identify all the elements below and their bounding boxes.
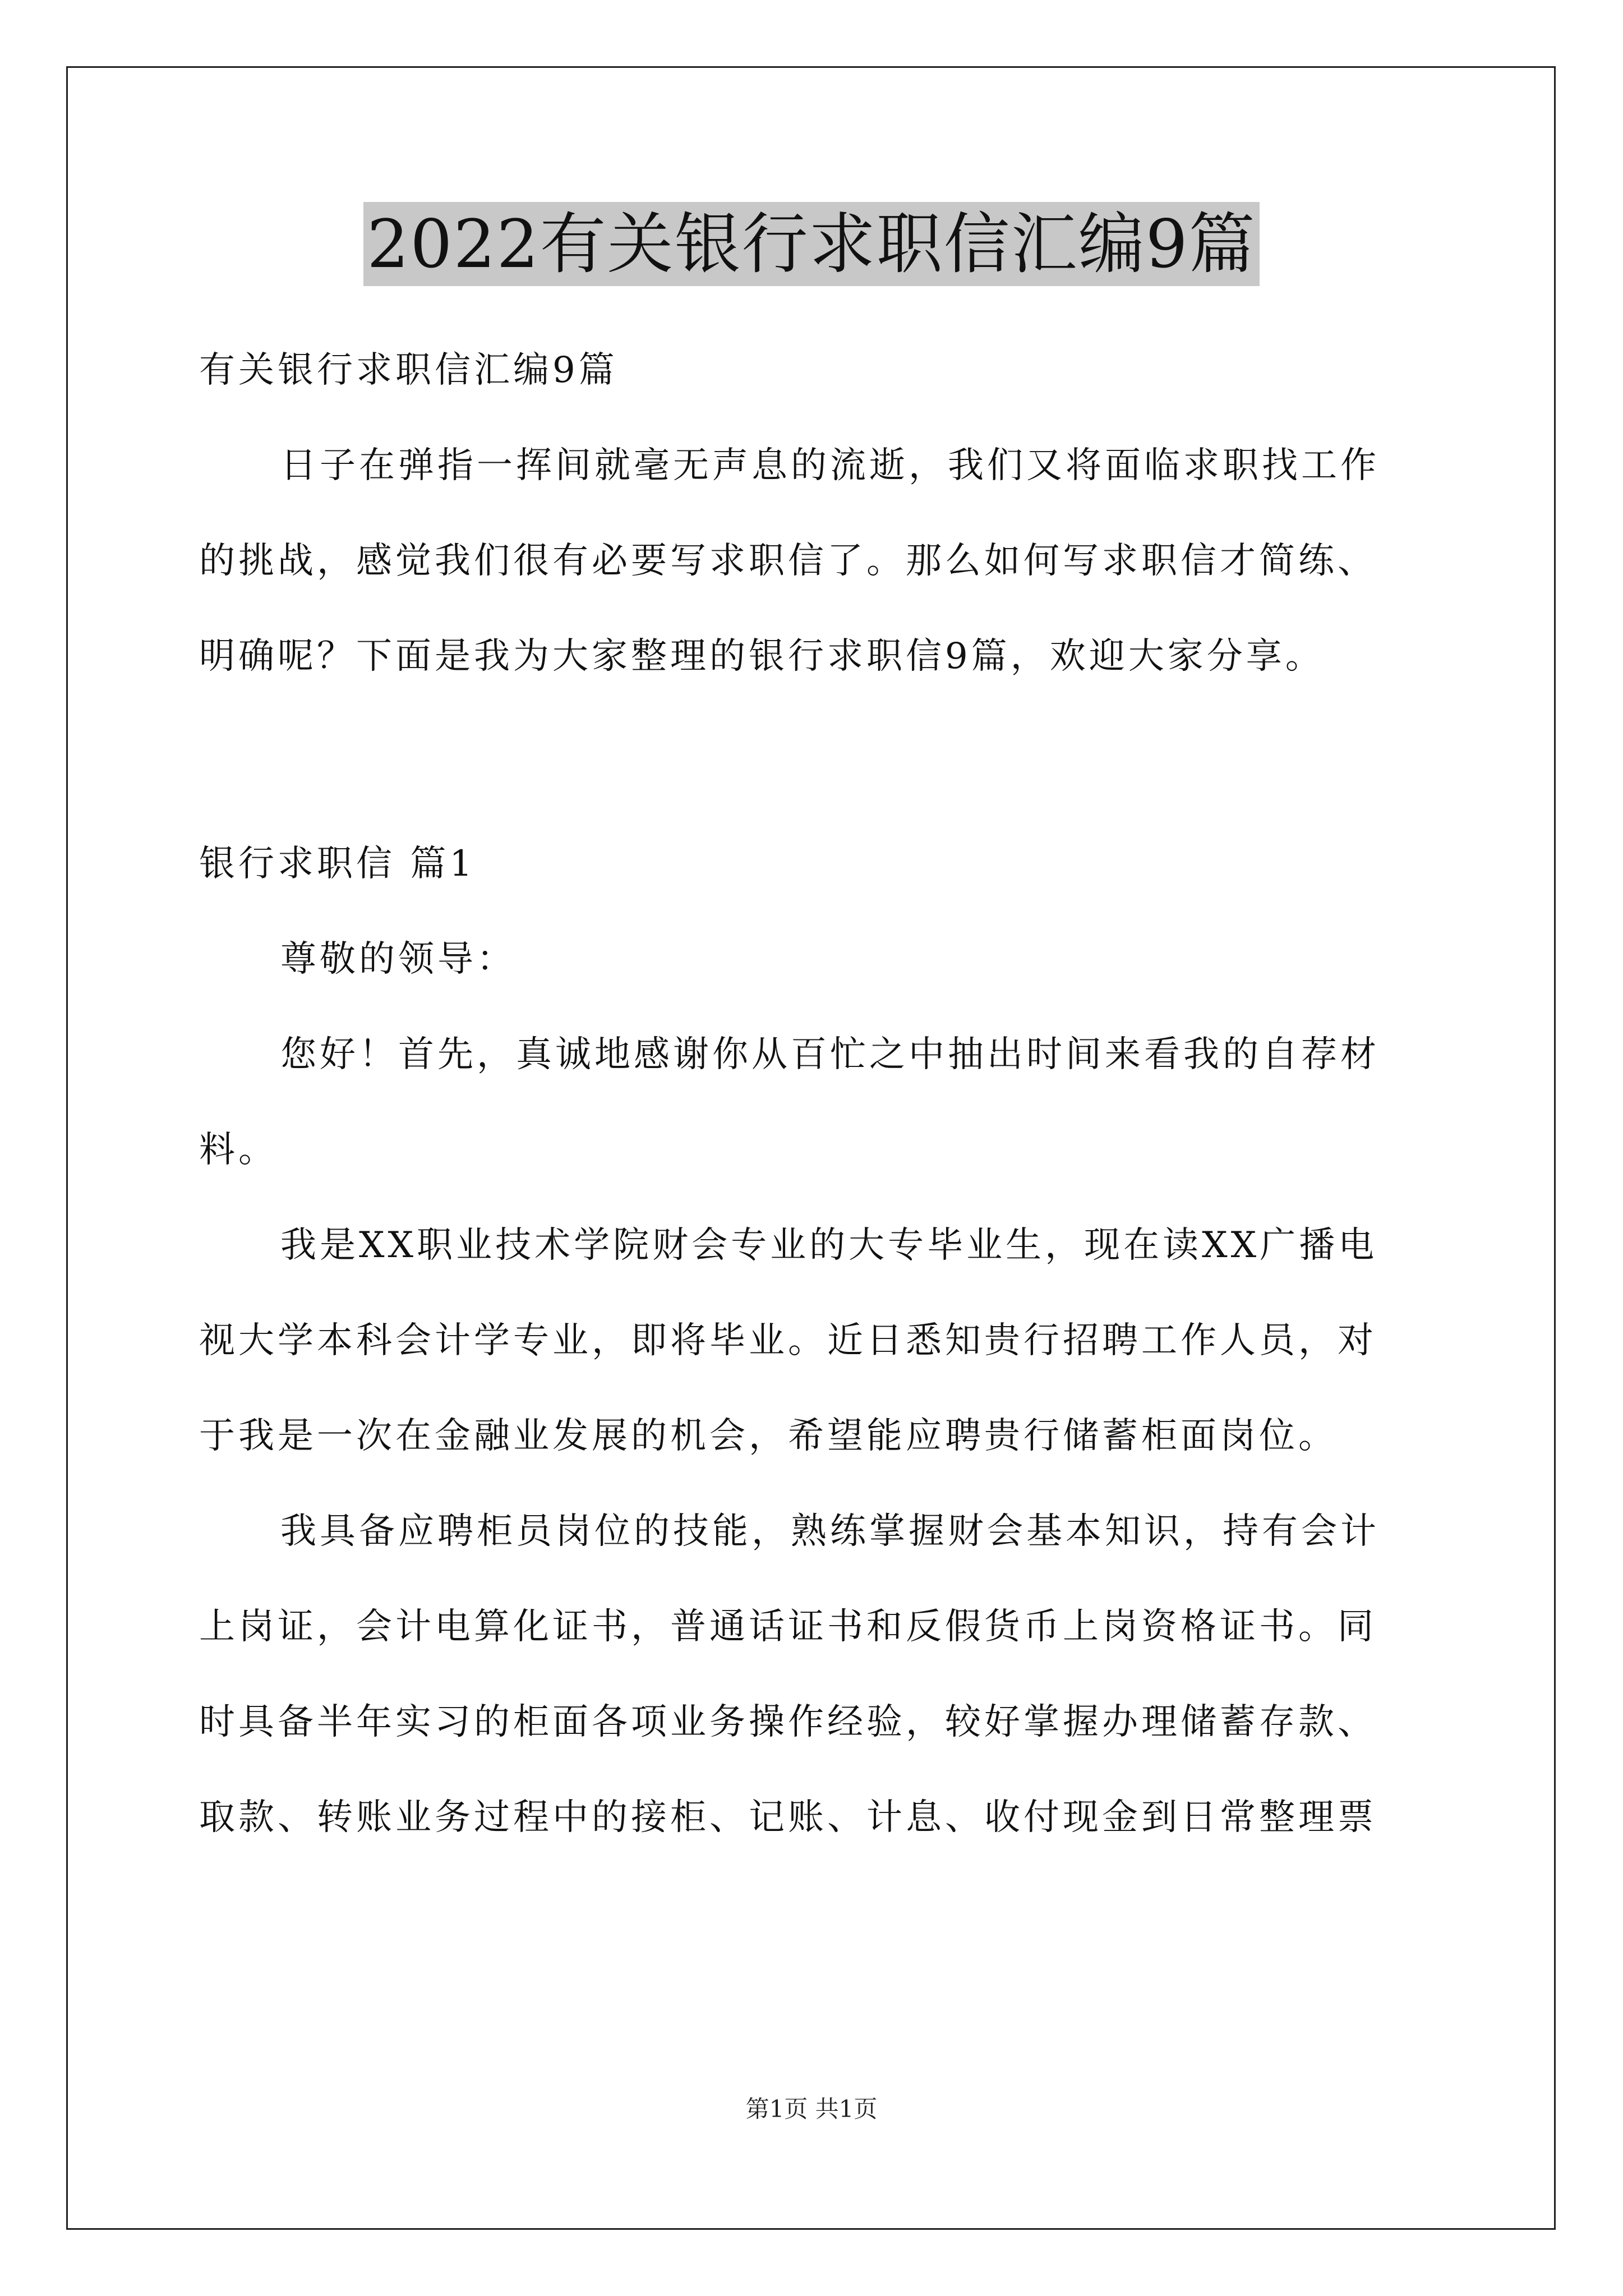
section-heading: 银行求职信 篇1 (199, 843, 476, 885)
intro-line-1: 日子在弹指一挥间就毫无声息的流逝，我们又将面临求职找工作 (280, 445, 1380, 486)
paragraph3-line-4: 取款、转账业务过程中的接柜、记账、计息、收付现金到日常整理票 (199, 1797, 1377, 1838)
paragraph3-line-1: 我具备应聘柜员岗位的技能，熟练掌握财会基本知识，持有会计 (280, 1511, 1380, 1552)
document-subtitle: 有关银行求职信汇编9篇 (199, 349, 618, 391)
salutation: 尊敬的领导： (280, 938, 516, 980)
paragraph2-line-2: 视大学本科会计学专业，即将毕业。近日悉知贵行招聘工作人员，对 (199, 1320, 1377, 1361)
intro-line-3: 明确呢？下面是我为大家整理的银行求职信9篇，欢迎大家分享。 (199, 636, 1325, 677)
paragraph1-line-2: 料。 (199, 1129, 278, 1171)
paragraph1-line-1: 您好！首先，真诚地感谢你从百忙之中抽出时间来看我的自荐材 (280, 1034, 1380, 1075)
page-footer: 第1页 共1页 (745, 2095, 878, 2123)
paragraph2-line-3: 于我是一次在金融业发展的机会，希望能应聘贵行储蓄柜面岗位。 (199, 1415, 1338, 1457)
document-title: 2022有关银行求职信汇编9篇 (363, 202, 1259, 286)
intro-line-2: 的挑战，感觉我们很有必要写求职信了。那么如何写求职信才简练、 (199, 540, 1377, 582)
paragraph2-line-1: 我是XX职业技术学院财会专业的大专毕业生，现在读XX广播电 (280, 1225, 1378, 1266)
title-container (0, 202, 1623, 286)
paragraph3-line-3: 时具备半年实习的柜面各项业务操作经验，较好掌握办理储蓄存款、 (199, 1701, 1377, 1743)
paragraph3-line-2: 上岗证，会计电算化证书，普通话证书和反假货币上岗资格证书。同 (199, 1606, 1377, 1648)
